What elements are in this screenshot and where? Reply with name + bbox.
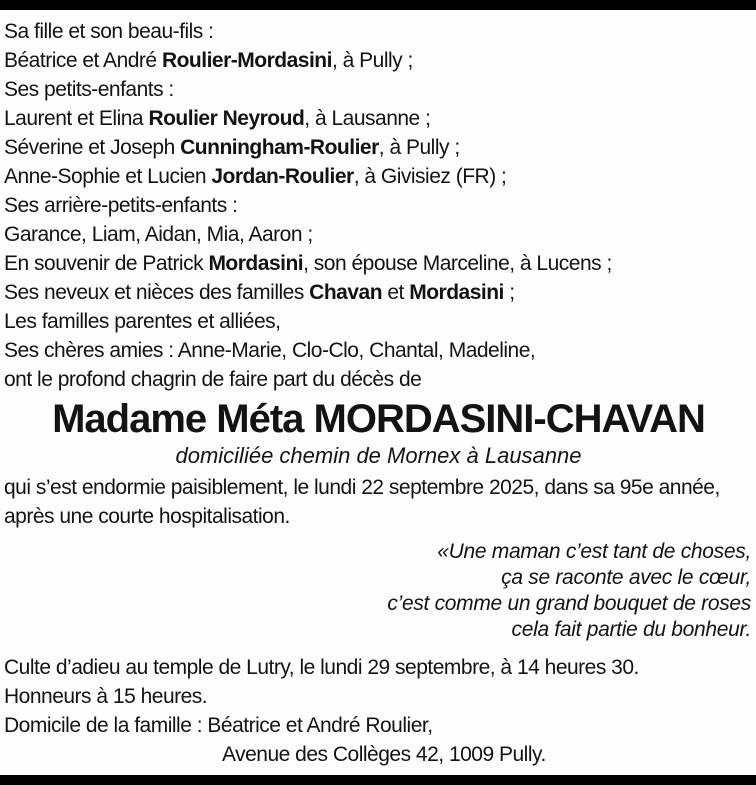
ceremony-line-2: Honneurs à 15 heures. [4,685,208,708]
family-line-text: Ses neveux et nièces des familles [4,281,310,304]
family-line [4,365,753,394]
death-details-line-1: qui s’est endormie paisiblement, le lundi 22 septembre 2025, dans sa 95e année, [4,476,720,499]
family-line-text: Ses chères amies : Anne-Marie, Clo-Clo, Chantal, Madeline, [4,339,536,362]
family-line-text: , à Pully ; [331,49,413,72]
family-line [4,104,753,133]
bottom-border-bar [0,775,756,785]
family-line-text: En souvenir de Patrick [4,252,209,275]
family-name-bold: Roulier-Mordasini [161,49,332,72]
family-name-bold: Jordan-Roulier [211,165,354,188]
family-line-text: , à Pully ; [378,136,460,159]
family-line [4,75,753,104]
family-line [4,46,753,75]
family-line [4,249,753,278]
family-line-text: Laurent et Elina [4,107,149,130]
deceased-name-title: Madame Méta MORDASINI-CHAVAN [52,397,705,441]
family-line [4,133,753,162]
death-details-paragraph [4,473,753,531]
family-line-text: Sa fille et son beau-fils : [4,20,214,43]
ceremony-details [4,653,753,769]
quote-line-3: c’est comme un grand bouquet de roses [387,592,751,615]
memorial-quote [4,539,753,643]
family-line [4,17,753,46]
death-details-line-2: après une courte hospitalisation. [4,505,290,528]
quote-line-4: cela fait partie du bonheur. [511,618,751,641]
family-line-text: , à Lausanne ; [304,107,431,130]
family-list [4,17,753,394]
family-name-bold: Roulier Neyroud [148,107,305,130]
family-name-bold: Mordasini [208,252,304,275]
family-line-text: Séverine et Joseph [4,136,181,159]
family-line-text: et [382,281,410,304]
family-line-text: , son épouse Marceline, à Lucens ; [303,252,612,275]
ceremony-line-1: Culte d’adieu au temple de Lutry, le lundi 29 septembre, à 14 heures 30. [4,656,639,679]
family-line-text: Béatrice et André [4,49,162,72]
quote-line-2: ça se raconte avec le cœur, [501,566,751,589]
family-home-line: Domicile de la famille : Béatrice et André Roulier, [4,714,433,737]
family-line-text: Ses arrière-petits-enfants : [4,194,238,217]
top-border-bar [0,0,756,10]
quote-line-1: «Une maman c’est tant de choses, [437,540,751,563]
family-line-text: , à Givisiez (FR) ; [353,165,507,188]
residence-subtitle: domiciliée chemin de Mornex à Lausanne [175,443,582,468]
family-line [4,336,753,365]
family-line-text: Garance, Liam, Aidan, Mia, Aaron ; [4,223,313,246]
family-line [4,191,753,220]
family-name-bold: Mordasini [409,281,504,304]
family-address-line: Avenue des Collèges 42, 1009 Pully. [222,743,546,766]
family-line-text: Les familles parentes et alliées, [4,310,281,333]
family-line [4,162,753,191]
family-name-bold: Chavan [309,281,383,304]
family-line [4,220,753,249]
family-line-text: Ses petits-enfants : [4,78,174,101]
family-name-bold: Cunningham-Roulier [180,136,379,159]
notice-content [0,10,756,775]
family-line-text: ont le profond chagrin de faire part du décès de [4,368,422,391]
family-line-text: ; [503,281,515,304]
family-line-text: Anne-Sophie et Lucien [4,165,212,188]
family-line [4,307,753,336]
family-line [4,278,753,307]
